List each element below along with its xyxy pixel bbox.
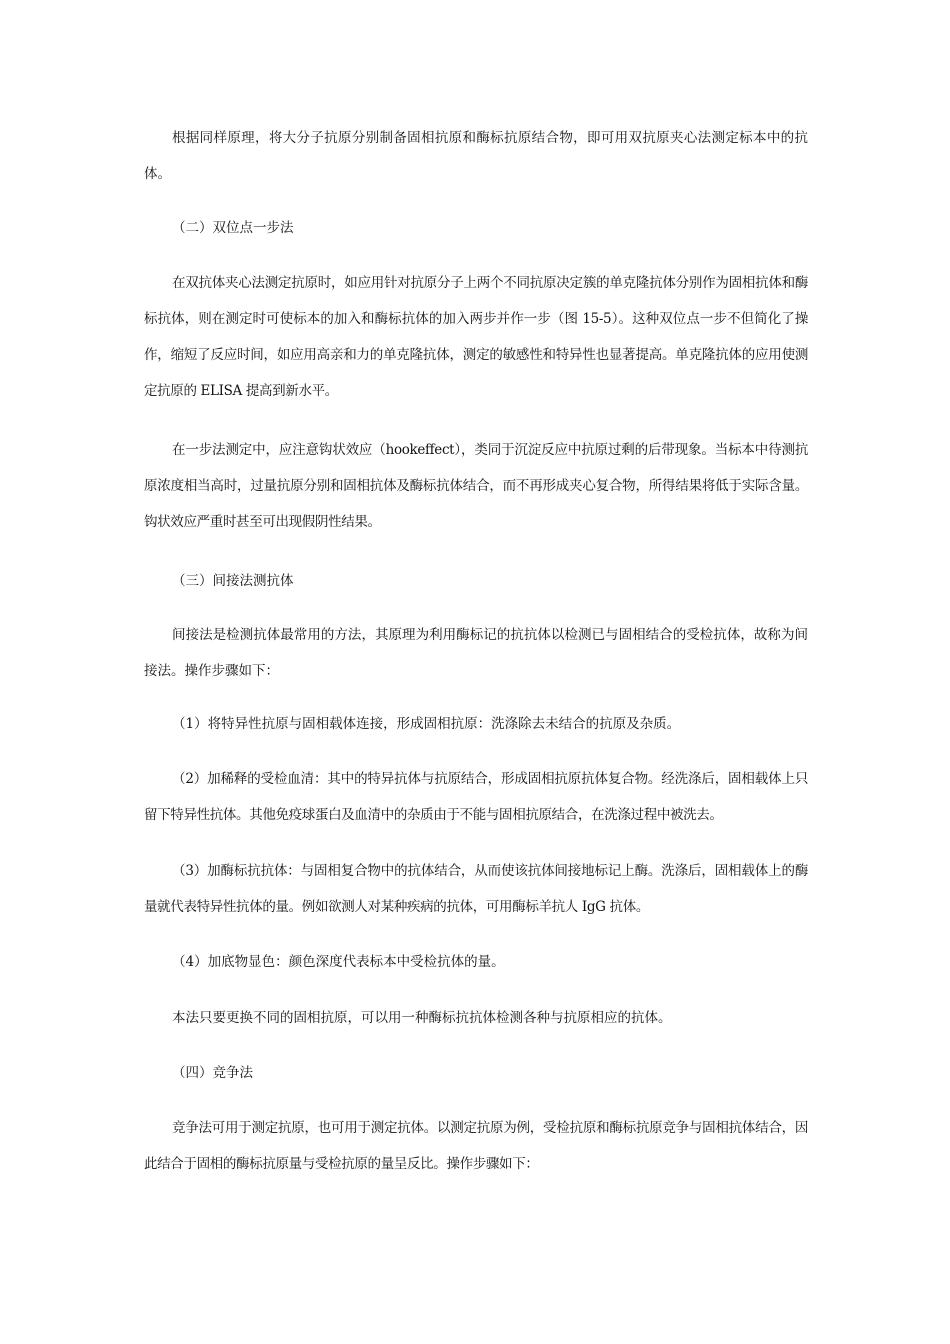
paragraph-indirect-principle <box>144 617 808 689</box>
paragraph-text: 在双抗体夹心法测定抗原时，如应用针对抗原分子上两个不同抗原决定簇的单克隆抗体分别作为固相抗体和酶标抗体，则在测定时可使标本的加入和酶标抗体的加入两步并作一步（图 15-5）。这种双位点一步不但简化了操作，缩短了反应时间，如应用高亲和力的单克隆抗体，测定的敏感性和特异性也显著提高。单克隆抗体的应用使测定抗原的 ELISA 提高到新水平。 <box>144 275 808 399</box>
heading-indirect-method <box>144 563 808 599</box>
step-text: （2）加稀释的受检血清：其中的特异抗体与抗原结合，形成固相抗原抗体复合物。经洗涤后，固相载体上只留下特异性抗体。其他免疫球蛋白及血清中的杂质由于不能与固相抗原结合，在洗涤过程中被洗去。 <box>144 771 808 823</box>
section-heading: （四）竞争法 <box>172 1065 253 1081</box>
step-text: （4）加底物显色：颜色深度代表标本中受检抗体的量。 <box>172 954 505 970</box>
paragraph-text: 本法只要更换不同的固相抗原，可以用一种酶标抗抗体检测各种与抗原相应的抗体。 <box>172 1010 672 1026</box>
paragraph-competitive-principle <box>144 1110 808 1182</box>
step-1 <box>144 706 808 742</box>
heading-competitive-method <box>144 1055 808 1091</box>
paragraph-text: 在一步法测定中，应注意钩状效应（hookeffect），类同于沉淀反应中抗原过剩的后带现象。当标本中待测抗原浓度相当高时，过量抗原分别和固相抗体及酶标抗体结合，而不再形成夹心复合物，所得结果将低于实际含量。钩状效应严重时甚至可出现假阴性结果。 <box>144 442 808 530</box>
paragraph-hook-effect <box>144 432 808 540</box>
paragraph-text: 间接法是检测抗体最常用的方法，其原理为利用酶标记的抗抗体以检测已与固相结合的受检抗体，故称为间接法。操作步骤如下： <box>144 627 808 679</box>
paragraph-text: 根据同样原理，将大分子抗原分别制备固相抗原和酶标抗原结合物，即可用双抗原夹心法测定标本中的抗体。 <box>144 130 808 182</box>
paragraph-two-site-method <box>144 265 808 409</box>
paragraph-method-summary <box>144 1000 808 1036</box>
step-text: （3）加酶标抗抗体：与固相复合物中的抗体结合，从而使该抗体间接地标记上酶。洗涤后，固相载体上的酶量就代表特异性抗体的量。例如欲测人对某种疾病的抗体，可用酶标羊抗人 IgG 抗体。 <box>144 863 808 915</box>
step-3 <box>144 853 808 925</box>
step-2 <box>144 761 808 833</box>
paragraph-double-antigen-sandwich <box>144 120 808 192</box>
step-text: （1）将特异性抗原与固相载体连接，形成固相抗原：洗涤除去未结合的抗原及杂质。 <box>172 716 681 732</box>
paragraph-text: 竞争法可用于测定抗原，也可用于测定抗体。以测定抗原为例，受检抗原和酶标抗原竞争与固相抗体结合，因此结合于固相的酶标抗原量与受检抗原的量呈反比。操作步骤如下： <box>144 1120 808 1172</box>
heading-two-site-one-step <box>144 210 808 246</box>
section-heading: （二）双位点一步法 <box>172 220 294 236</box>
step-4 <box>144 944 808 980</box>
section-heading: （三）间接法测抗体 <box>172 573 294 589</box>
